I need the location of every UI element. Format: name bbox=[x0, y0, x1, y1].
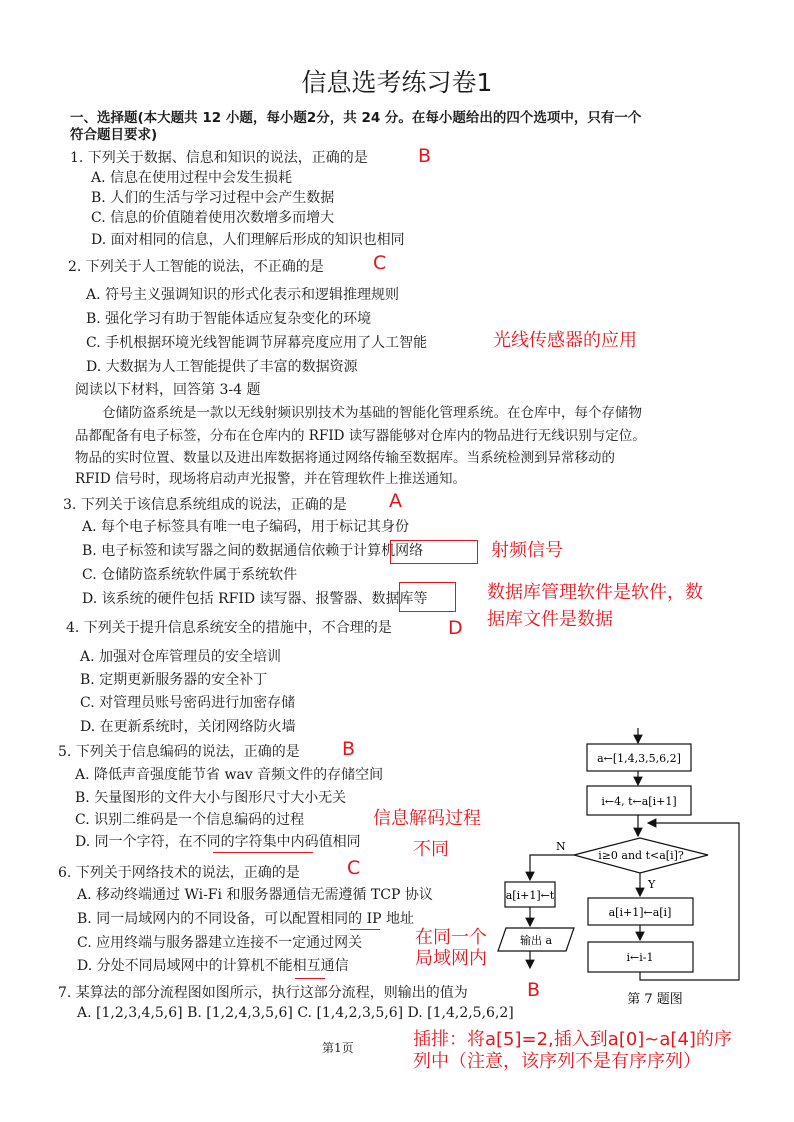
question-5-answer: B bbox=[342, 738, 356, 760]
q7-annotation: 插排：将a[5]=2,插入到a[0]~a[4]的序 bbox=[413, 1029, 732, 1050]
question-6-answer: C bbox=[347, 857, 361, 879]
section-header: 一、选择题(本大题共 12 小题，每小题2分，共 24 分。在每小题给出的四个选项中，只有一个 bbox=[70, 110, 642, 126]
reading-intro: 阅读以下材料，回答第 3-4 题 bbox=[75, 382, 261, 398]
reading-line: 仓储防盗系统是一款以无线射频识别技术为基础的智能化管理系统。在仓库中，每个存储物 bbox=[102, 405, 642, 421]
q2-option-d: D. 大数据为人工智能提供了丰富的数据资源 bbox=[86, 359, 358, 375]
q6-option-c: C. 应用终端与服务器建立连接不一定通过网关 bbox=[77, 935, 363, 951]
flow-output-text: 输出 a bbox=[519, 934, 553, 947]
question-7-answer: B bbox=[527, 979, 541, 1001]
q7-annotation-cont: 列中（注意，该序列不是有序序列） bbox=[413, 1051, 701, 1072]
section-header-cont: 符合题目要求) bbox=[70, 127, 158, 143]
q6-option-b: B. 同一局域网内的不同设备，可以配置相同的 IP 地址 bbox=[77, 911, 415, 927]
flow-shift-text: a[i+1]←a[i] bbox=[608, 906, 672, 919]
flow-caption: 第 7 题图 bbox=[627, 992, 683, 1007]
question-6-stem: 6. 下列关于网络技术的说法，正确的是 bbox=[58, 865, 300, 881]
q4-option-d: D. 在更新系统时，关闭网络防火墙 bbox=[80, 719, 296, 735]
q2-option-c: C. 手机根据环境光线智能调节屏幕亮度应用了人工智能 bbox=[86, 335, 428, 351]
page-title: 信息选考练习卷1 bbox=[301, 68, 493, 97]
q1-option-c: C. 信息的价值随着使用次数增多而增大 bbox=[91, 210, 335, 226]
page-number: 第1页 bbox=[322, 1041, 354, 1055]
q5-option-c: C. 识别二维码是一个信息编码的过程 bbox=[75, 812, 305, 828]
q5-option-d: D. 同一个字符，在不同的字符集中内码值相同 bbox=[75, 834, 361, 850]
q3-annotation-d: 数据库管理软件是软件，数 bbox=[487, 582, 703, 603]
q6-option-a: A. 移动终端通过 Wi-Fi 和服务器通信无需遵循 TCP 协议 bbox=[77, 887, 433, 903]
q4-option-b: B. 定期更新服务器的安全补丁 bbox=[80, 672, 268, 688]
flow-init-text: a←[1,4,3,5,6,2] bbox=[597, 752, 681, 765]
q7-options: A. [1,2,3,4,5,6] B. [1,2,4,3,5,6] C. [1,4,2,3,5,6] D. [1,4,2,5,6,2] bbox=[77, 1005, 514, 1021]
flow-set-text: i←4, t←a[i+1] bbox=[601, 795, 677, 808]
question-3-stem: 3. 下列关于该信息系统组成的说法，正确的是 bbox=[63, 497, 347, 513]
question-1-answer: B bbox=[418, 145, 432, 167]
q5-option-b: B. 矢量图形的文件大小与图形尺寸大小无关 bbox=[75, 790, 347, 806]
flow-dec-text: i←i-1 bbox=[626, 951, 654, 964]
question-5-stem: 5. 下列关于信息编码的说法，正确的是 bbox=[58, 744, 300, 760]
q6-option-d: D. 分处不同局域网中的计算机不能相互通信 bbox=[77, 958, 349, 974]
q6-annotation-cont: 局域网内 bbox=[415, 948, 487, 969]
reading-line: RFID 信号时，现场将启动声光报警，并在管理软件上推送通知。 bbox=[75, 471, 466, 487]
question-4-stem: 4. 下列关于提升信息系统安全的措施中，不合理的是 bbox=[66, 620, 392, 636]
question-7-stem: 7. 某算法的部分流程图如图所示，执行这部分流程，则输出的值为 bbox=[58, 985, 468, 1001]
q6-annotation: 在同一个 bbox=[415, 927, 487, 948]
q3-option-b: B. 电子标签和读写器之间的数据通信依赖于计算机网络 bbox=[82, 543, 424, 559]
q3-option-d: D. 该系统的硬件包括 RFID 读写器、报警器、数据库等 bbox=[82, 591, 428, 607]
q2-option-b: B. 强化学习有助于智能体适应复杂变化的环境 bbox=[86, 311, 372, 327]
q3-annotation-d-cont: 据库文件是数据 bbox=[487, 609, 613, 630]
q1-option-b: B. 人们的生活与学习过程中会产生数据 bbox=[91, 190, 335, 206]
q4-option-a: A. 加强对仓库管理员的安全培训 bbox=[80, 649, 282, 665]
q1-option-d: D. 面对相同的信息，人们理解后形成的知识也相同 bbox=[91, 232, 405, 248]
flow-no-label: N bbox=[556, 840, 566, 853]
q5-annotation: 信息解码过程 bbox=[373, 808, 481, 829]
q3-option-a: A. 每个电子标签具有唯一电子编码，用于标记其身份 bbox=[82, 519, 410, 535]
q3-option-c: C. 仓储防盗系统软件属于系统软件 bbox=[82, 567, 298, 583]
q2-annotation: 光线传感器的应用 bbox=[493, 330, 637, 351]
q3-annotation-b: 射频信号 bbox=[491, 540, 563, 561]
q1-option-a: A. 信息在使用过程中会发生损耗 bbox=[91, 170, 293, 186]
question-1-stem: 1. 下列关于数据、信息和知识的说法，正确的是 bbox=[70, 150, 368, 166]
question-2-answer: C bbox=[373, 252, 387, 274]
question-4-answer: D bbox=[448, 617, 463, 639]
flow-yes-label: Y bbox=[648, 878, 656, 891]
question-2-stem: 2. 下列关于人工智能的说法，不正确的是 bbox=[68, 259, 324, 275]
flow-cond-text: i≥0 and t<a[i]? bbox=[598, 849, 684, 862]
question-3-answer: A bbox=[389, 490, 402, 512]
flow-assign-t-text: a[i+1]←t bbox=[505, 889, 555, 902]
q4-option-c: C. 对管理员账号密码进行加密存储 bbox=[80, 695, 296, 711]
reading-line: 品都配备有电子标签，分布在仓库内的 RFID 读写器能够对仓库内的物品进行无线识别与定位。 bbox=[75, 428, 646, 444]
q2-option-a: A. 符号主义强调知识的形式化表示和逻辑推理规则 bbox=[86, 287, 400, 303]
q5-annotation-cont: 不同 bbox=[413, 839, 449, 860]
q5-option-a: A. 降低声音强度能节省 wav 音频文件的存储空间 bbox=[75, 767, 384, 783]
reading-line: 物品的实时位置、数量以及进出库数据将通过网络传输至数据库。当系统检测到异常移动的 bbox=[75, 450, 615, 466]
